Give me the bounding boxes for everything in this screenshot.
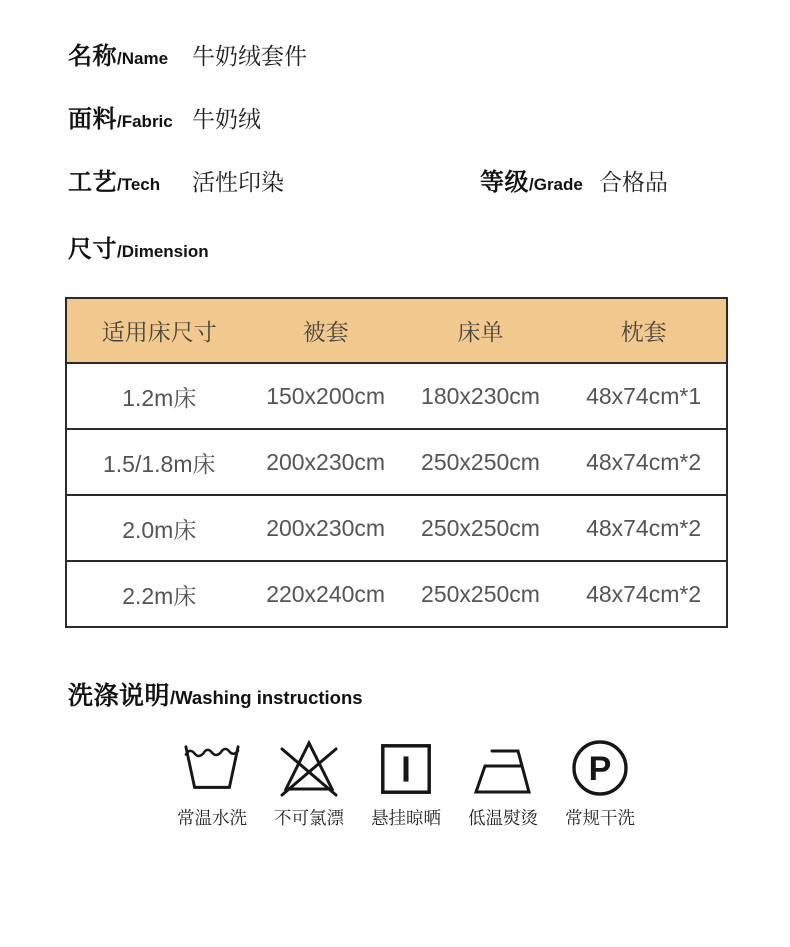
grade-label-zh: 等级 <box>480 169 529 196</box>
iron-low-icon <box>471 736 535 798</box>
care-label: 常温水洗 <box>177 808 247 828</box>
cell-sheet: 250x250cm <box>400 495 561 561</box>
cell-bed-size: 2.0m床 <box>66 495 252 561</box>
care-item-wash <box>171 736 253 830</box>
cell-pillowcase: 48x74cm*2 <box>561 429 727 495</box>
name-value: 牛奶绒套件 <box>192 43 307 69</box>
grade-value: 合格品 <box>599 169 668 195</box>
table-row <box>66 561 727 627</box>
cell-sheet: 250x250cm <box>400 561 561 627</box>
spec-group-grade <box>480 162 668 197</box>
dimension-label-zh: 尺寸 <box>68 236 117 263</box>
washing-instructions-heading <box>68 676 363 712</box>
size-table <box>65 297 728 628</box>
dimension-label-en: /Dimension <box>117 242 209 261</box>
name-label-zh: 名称 <box>68 43 117 70</box>
spec-row-tech <box>68 162 790 197</box>
fabric-value: 牛奶绒 <box>192 106 261 132</box>
table-row <box>66 495 727 561</box>
spec-row-name <box>68 36 307 71</box>
column-header-pillowcase: 枕套 <box>561 298 727 363</box>
size-table-header <box>66 298 727 363</box>
tech-label-en: /Tech <box>117 175 161 194</box>
fabric-label-en: /Fabric <box>117 112 173 131</box>
dry-clean-icon <box>570 736 630 798</box>
care-item-dry-clean <box>559 736 641 830</box>
tech-label <box>68 162 190 197</box>
care-label: 不可氯漂 <box>274 808 344 828</box>
name-label-en: /Name <box>117 49 169 68</box>
cell-sheet: 250x250cm <box>400 429 561 495</box>
cell-pillowcase: 48x74cm*2 <box>561 495 727 561</box>
washing-label-zh: 洗涤说明 <box>68 682 171 710</box>
cell-duvet-cover: 200x230cm <box>252 429 400 495</box>
cell-pillowcase: 48x74cm*1 <box>561 363 727 429</box>
dimension-heading <box>68 229 209 264</box>
cell-pillowcase: 48x74cm*2 <box>561 561 727 627</box>
cell-duvet-cover: 150x200cm <box>252 363 400 429</box>
table-row <box>66 429 727 495</box>
cell-bed-size: 1.2m床 <box>66 363 252 429</box>
fabric-label-zh: 面料 <box>68 106 117 133</box>
table-header-row <box>66 298 727 363</box>
column-header-sheet: 床单 <box>400 298 561 363</box>
column-header-duvet-cover: 被套 <box>252 298 400 363</box>
dimension-label <box>68 229 209 264</box>
grade-label <box>480 162 585 197</box>
care-label: 悬挂晾晒 <box>371 808 441 828</box>
cell-sheet: 180x230cm <box>400 363 561 429</box>
name-label <box>68 36 190 71</box>
tech-value: 活性印染 <box>192 169 284 195</box>
care-label: 低温熨烫 <box>468 808 538 828</box>
tech-label-zh: 工艺 <box>68 169 117 196</box>
cell-duvet-cover: 200x230cm <box>252 495 400 561</box>
cell-bed-size: 2.2m床 <box>66 561 252 627</box>
cell-bed-size: 1.5/1.8m床 <box>66 429 252 495</box>
care-item-hang-dry <box>365 736 447 830</box>
care-icons-row <box>0 736 790 830</box>
no-bleach-icon <box>277 736 341 798</box>
washing-label-en: /Washing instructions <box>170 687 363 708</box>
cell-duvet-cover: 220x240cm <box>252 561 400 627</box>
wash-tub-icon <box>181 736 243 798</box>
hang-dry-icon <box>377 736 435 798</box>
table-row <box>66 363 727 429</box>
size-table-body <box>66 363 727 627</box>
spec-row-fabric <box>68 99 261 134</box>
care-label: 常规干洗 <box>565 808 635 828</box>
care-item-iron-low <box>462 736 544 830</box>
care-item-no-bleach <box>268 736 350 830</box>
fabric-label <box>68 99 190 134</box>
column-header-bed-size: 适用床尺寸 <box>66 298 252 363</box>
grade-label-en: /Grade <box>529 175 583 194</box>
dry-clean-letter: P <box>588 750 612 788</box>
